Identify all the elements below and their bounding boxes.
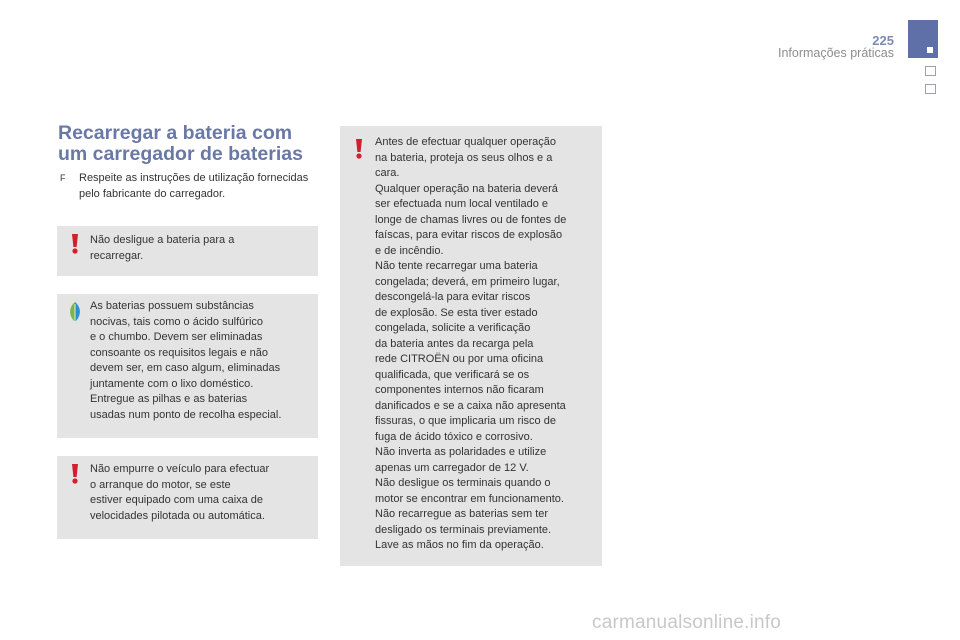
heading-line-2: um carregador de baterias [58,143,303,165]
warning-box-push-start [57,456,318,539]
section-title: Informações práticas [777,46,894,60]
watermark: carmanualsonline.info [592,612,782,633]
warning-box-disconnect [57,226,318,276]
bullet-text: Respeite as instruções de utilização fornecidas pelo fabricante do carregador. [79,172,309,200]
warning-text: Não desligue a bateria para a recarregar. [90,234,235,262]
warning-box-safety [340,126,602,566]
environment-text: As baterias possuem substâncias nocivas, tais como o ácido sulfúrico e o chumbo. Devem ser eliminadas consoante os requisitos legais e não devem ser, em caso algum, eliminadas juntamente com o lixo doméstico. Entregue as pilhas e as baterias usadas num ponto de recolha especial. [90,300,282,421]
environment-box [57,294,318,438]
environment-leaf-icon [66,301,84,323]
warning-text: Não empurre o veículo para efectuar o arranque do motor, se este estiver equipado com uma caixa de velocidades pilotada ou automática. [90,463,270,522]
bullet-marker: F [60,173,66,183]
page-heading [58,123,303,165]
chapter-tab-next[interactable] [925,66,936,76]
instruction-bullet [58,171,320,202]
warning-icon [68,234,82,254]
warning-icon [352,139,366,159]
chapter-tab-dot [927,47,933,53]
heading-line-1: Recarregar a bateria com [58,122,293,144]
warning-text: Antes de efectuar qualquer operação na bateria, proteja os seus olhos e a cara. Qualquer operação na bateria deverá ser efectuada num local ventilado e longe de chamas livres ou de fontes de faíscas, para evitar riscos de explosão e de incêndio. Não tente recarregar uma bateria congelada; deverá, em primeiro lugar, descongelá-la para evitar riscos de explosão. Se esta tiver estado congelada, solicite a verificação da bateria antes da recarga pela rede CITROËN ou por uma oficina qualificada, que verificará se os componentes internos não ficaram danificados e se a caixa não apresenta fissuras, o que implicaria um risco de fuga de ácido tóxico e corrosivo. Não inverta as polaridades e utilize apenas um carregador de 12 V. Não desligue os terminais quando o motor se encontrar em funcionamento. Não recarregue as baterias sem ter desligado os terminais previamente. Lave as mãos no fim da operação. [375,136,567,551]
chapter-tab-next-2[interactable] [925,84,936,94]
warning-icon [68,464,82,484]
page-number: 225 [872,33,894,48]
chapter-tab-active[interactable] [908,20,938,58]
